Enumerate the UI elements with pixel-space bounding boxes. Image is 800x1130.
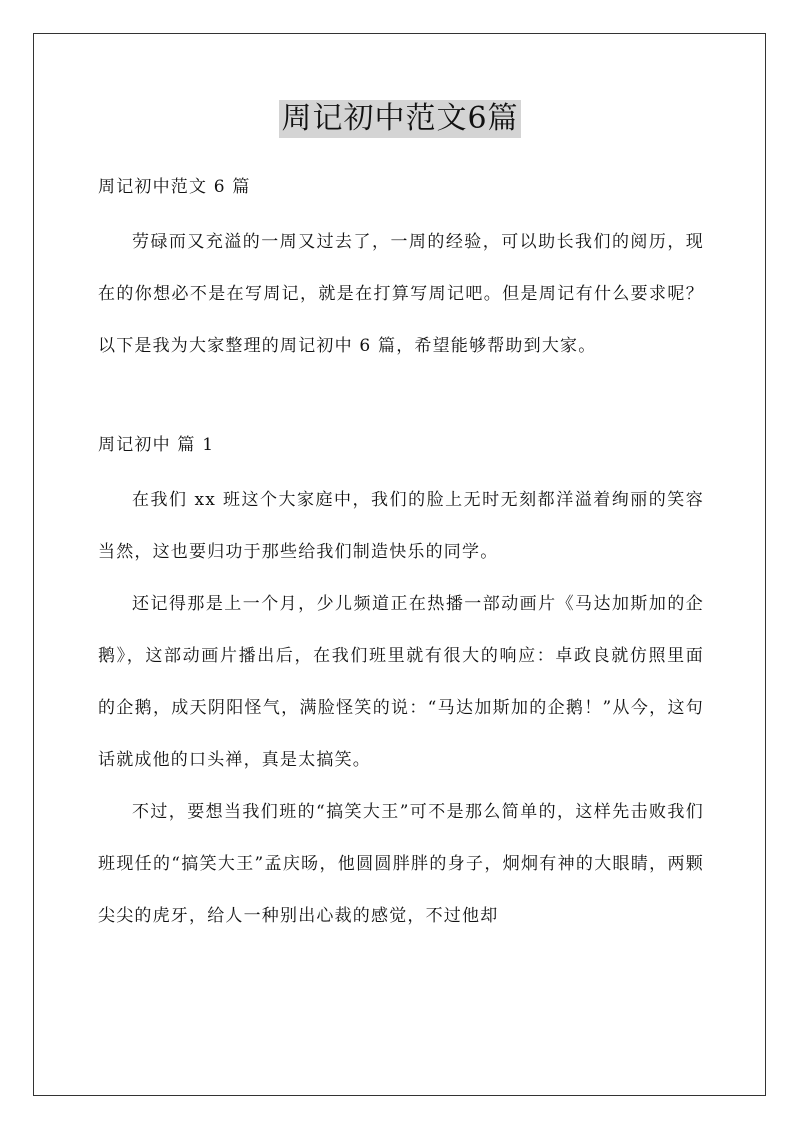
spacer — [98, 202, 704, 216]
document-title: 周记初中范文6篇 — [281, 101, 519, 136]
section-paragraph-1: 在我们 xx 班这个大家庭中，我们的脸上无时无刻都洋溢着绚丽的笑容当然，这也要归功于那些给我们制造快乐的同学。 — [98, 490, 704, 562]
spacer — [98, 460, 704, 474]
section-paragraph-2: 还记得那是上一个月，少儿频道正在热播一部动画片《马达加斯加的企鹅》，这部动画片播出后，在我们班里就有很大的响应：卓政良就仿照里面的企鹅，成天阴阳怪气，满脸怪笑的说：“马达加斯加的企鹅！”从今，这句话就成他的口头禅，真是太搞笑。 — [98, 594, 704, 770]
document-subtitle: 周记初中范文 6 篇 — [98, 177, 251, 197]
title-area — [0, 100, 800, 138]
spacer — [98, 372, 704, 430]
document-body — [98, 172, 704, 942]
section-heading: 周记初中 篇 1 — [98, 435, 215, 455]
section-paragraph-3: 不过，要想当我们班的“搞笑大王”可不是那么简单的，这样先击败我们班现任的“搞笑大王”孟庆旸，他圆圆胖胖的身子，炯炯有神的大眼睛，两颗尖尖的虎牙，给人一种别出心裁的感觉，不过他却 — [98, 802, 704, 926]
intro-paragraph: 劳碌而又充溢的一周又过去了，一周的经验，可以助长我们的阅历，现在的你想必不是在写周记，就是在打算写周记吧。但是周记有什么要求呢？以下是我为大家整理的周记初中 6 篇，希望能够帮助到大家。 — [98, 232, 704, 356]
